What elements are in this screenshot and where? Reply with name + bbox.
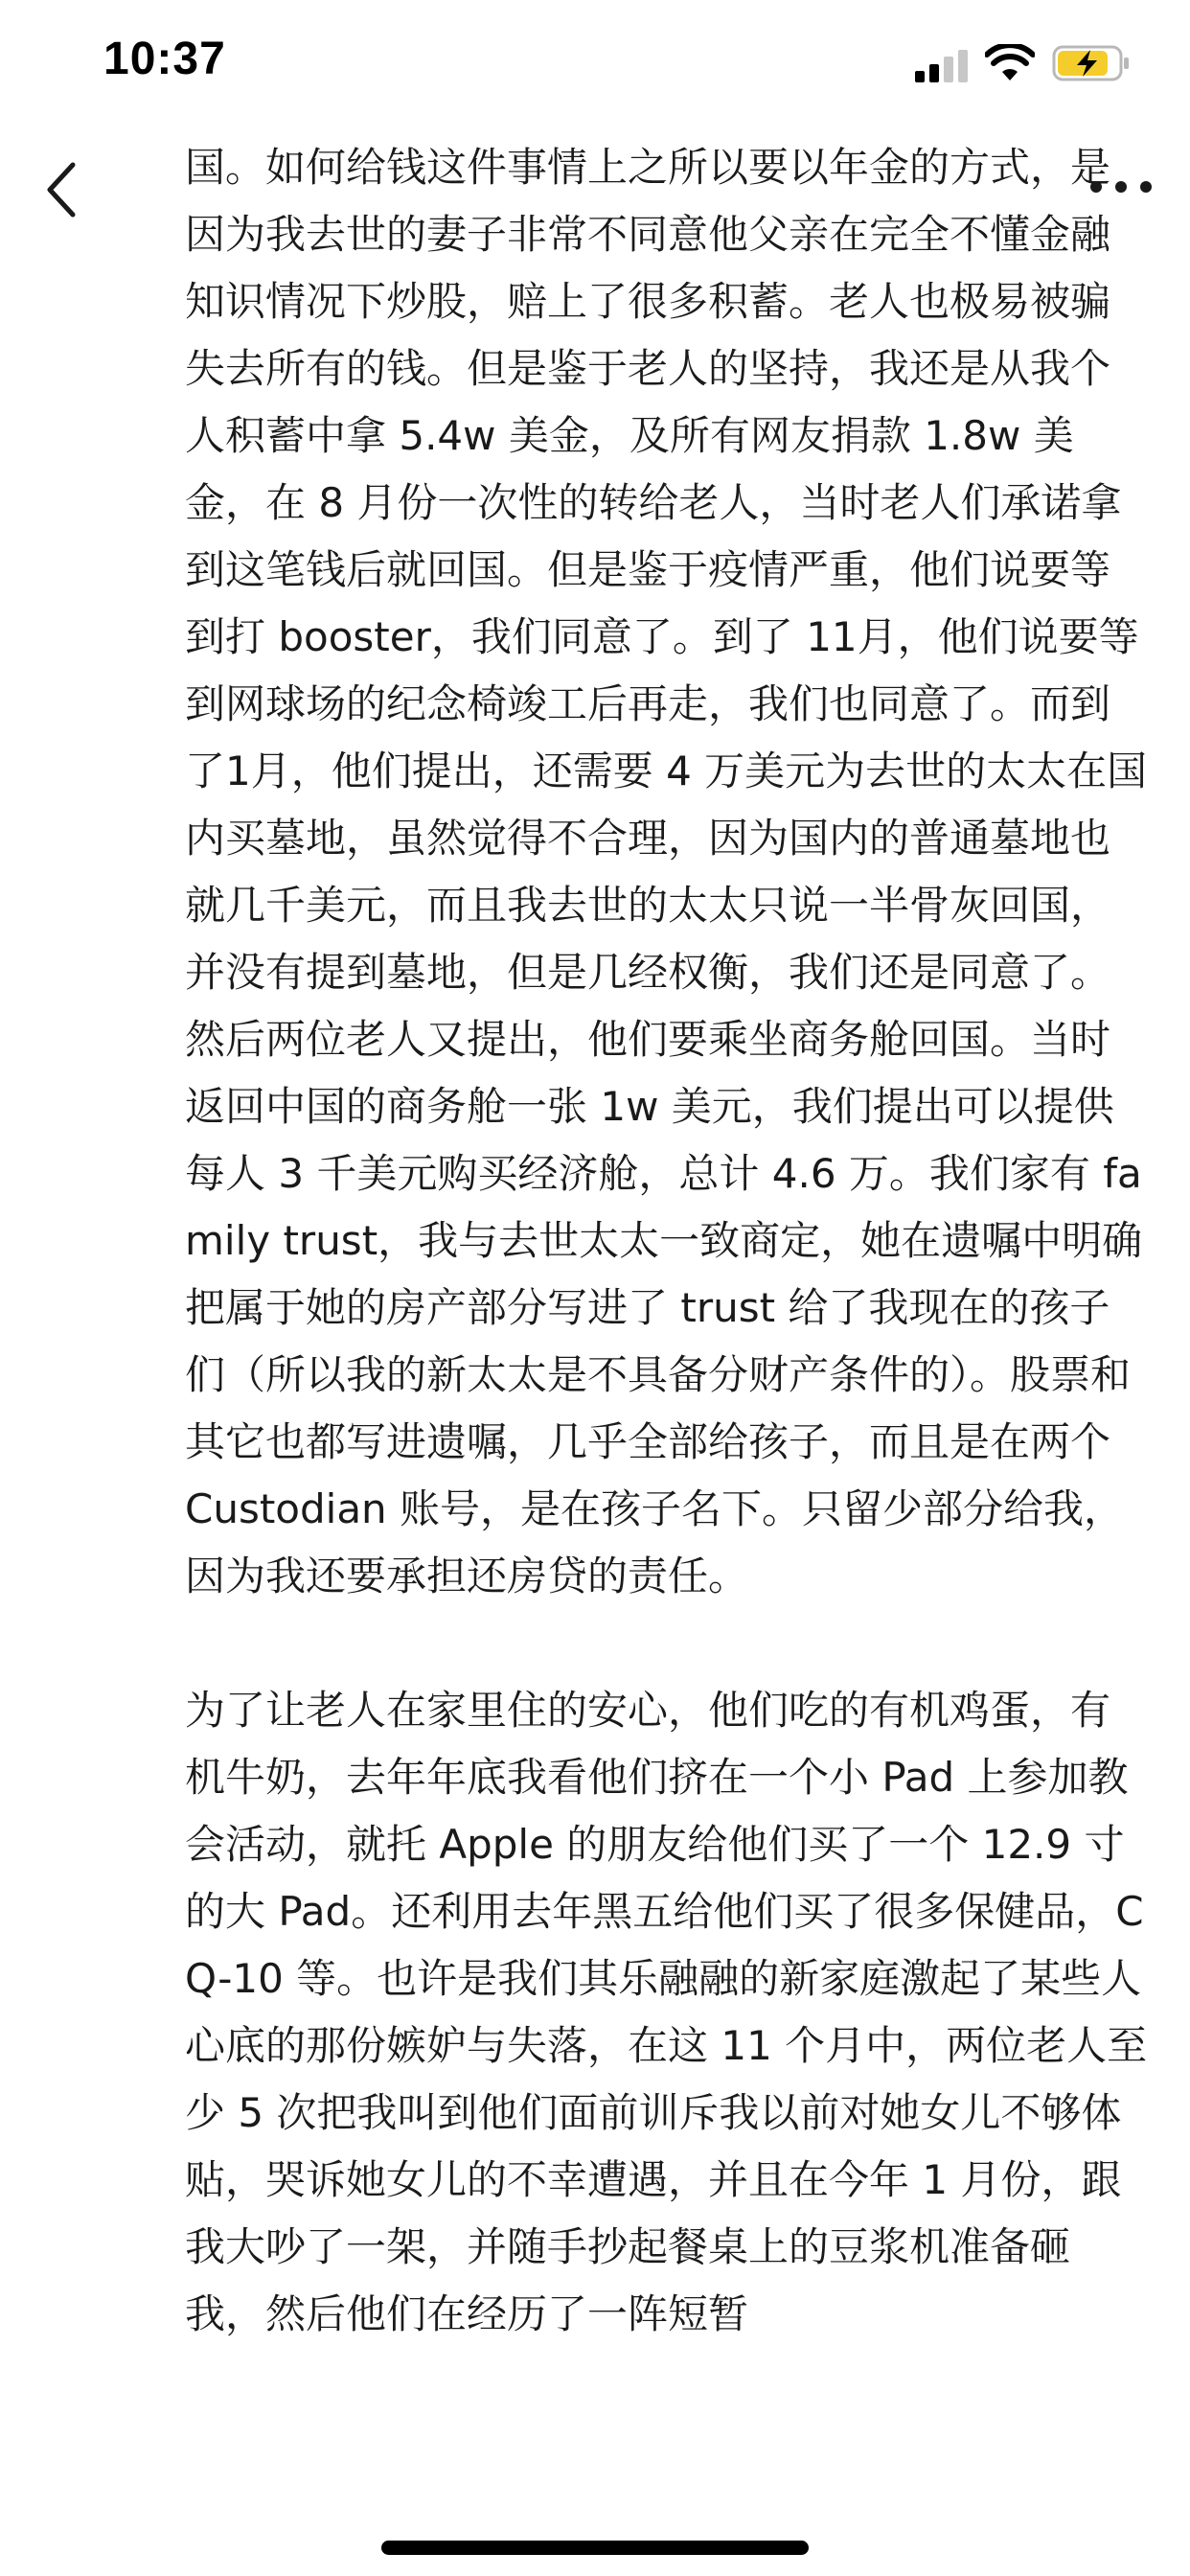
back-button[interactable]	[34, 153, 92, 226]
chevron-left-icon	[34, 153, 92, 226]
article-body	[185, 134, 1148, 2348]
signal-icon	[915, 50, 969, 82]
status-bar	[0, 0, 1190, 125]
battery-charging-icon	[1052, 44, 1131, 82]
article-paragraph: 国。如何给钱这件事情上之所以要以年金的方式，是因为我去世的妻子非常不同意他父亲在完全不懂金融知识情况下炒股，赔上了很多积蓄。老人也极易被骗失去所有的钱。但是鉴于老人的坚持，我还是从我个人积蓄中拿 5.4w 美金，及所有网友捐款 1.8w 美金，在 8 月份一次性的转给老人，当时老人们承诺拿到这笔钱后就回国。但是鉴于疫情严重，他们说要等到打 booster，我们同意了。到了 11月，他们说要等到网球场的纪念椅竣工后再走，我们也同意了。而到了1月，他们提出，还需要 4 万美元为去世的太太在国内买墓地，虽然觉得不合理，因为国内的普通墓地也就几千美元，而且我去世的太太只说一半骨灰回国，并没有提到墓地，但是几经权衡，我们还是同意了。然后两位老人又提出，他们要乘坐商务舱回国。当时返回中国的商务舱一张 1w 美元，我们提出可以提供每人 3 千美元购买经济舱，总计 4.6 万。我们家有 family trust，我与去世太太一致商定，她在遗嘱中明确把属于她的房产部分写进了 trust 给了我现在的孩子们（所以我的新太太是不具备分财产条件的）。股票和其它也都写进遗嘱，几乎全部给孩子，而且是在两个 Custodian 账号，是在孩子名下。只留少部分给我，因为我还要承担还房贷的责任。	[185, 144, 1148, 1599]
wifi-icon	[985, 44, 1035, 82]
status-time: 10:37	[103, 34, 226, 84]
home-indicator[interactable]	[381, 2541, 809, 2555]
article-paragraph: 为了让老人在家里住的安心，他们吃的有机鸡蛋，有机牛奶，去年年底我看他们挤在一个小 Pad 上参加教会活动，就托 Apple 的朋友给他们买了一个 12.9 寸的大 Pad。还利用去年黑五给他们买了很多保健品，CQ-10 等。也许是我们其乐融融的新家庭激起了某些人心底的那份嫉妒与失落，在这 11 个月中，两位老人至少 5 次把我叫到他们面前训斥我以前对她女儿不够体贴，哭诉她女儿的不幸遭遇，并且在今年 1 月份，跟我大吵了一架，并随手抄起餐桌上的豆浆机准备砸我，然后他们在经历了一阵短暂	[185, 1687, 1148, 2337]
